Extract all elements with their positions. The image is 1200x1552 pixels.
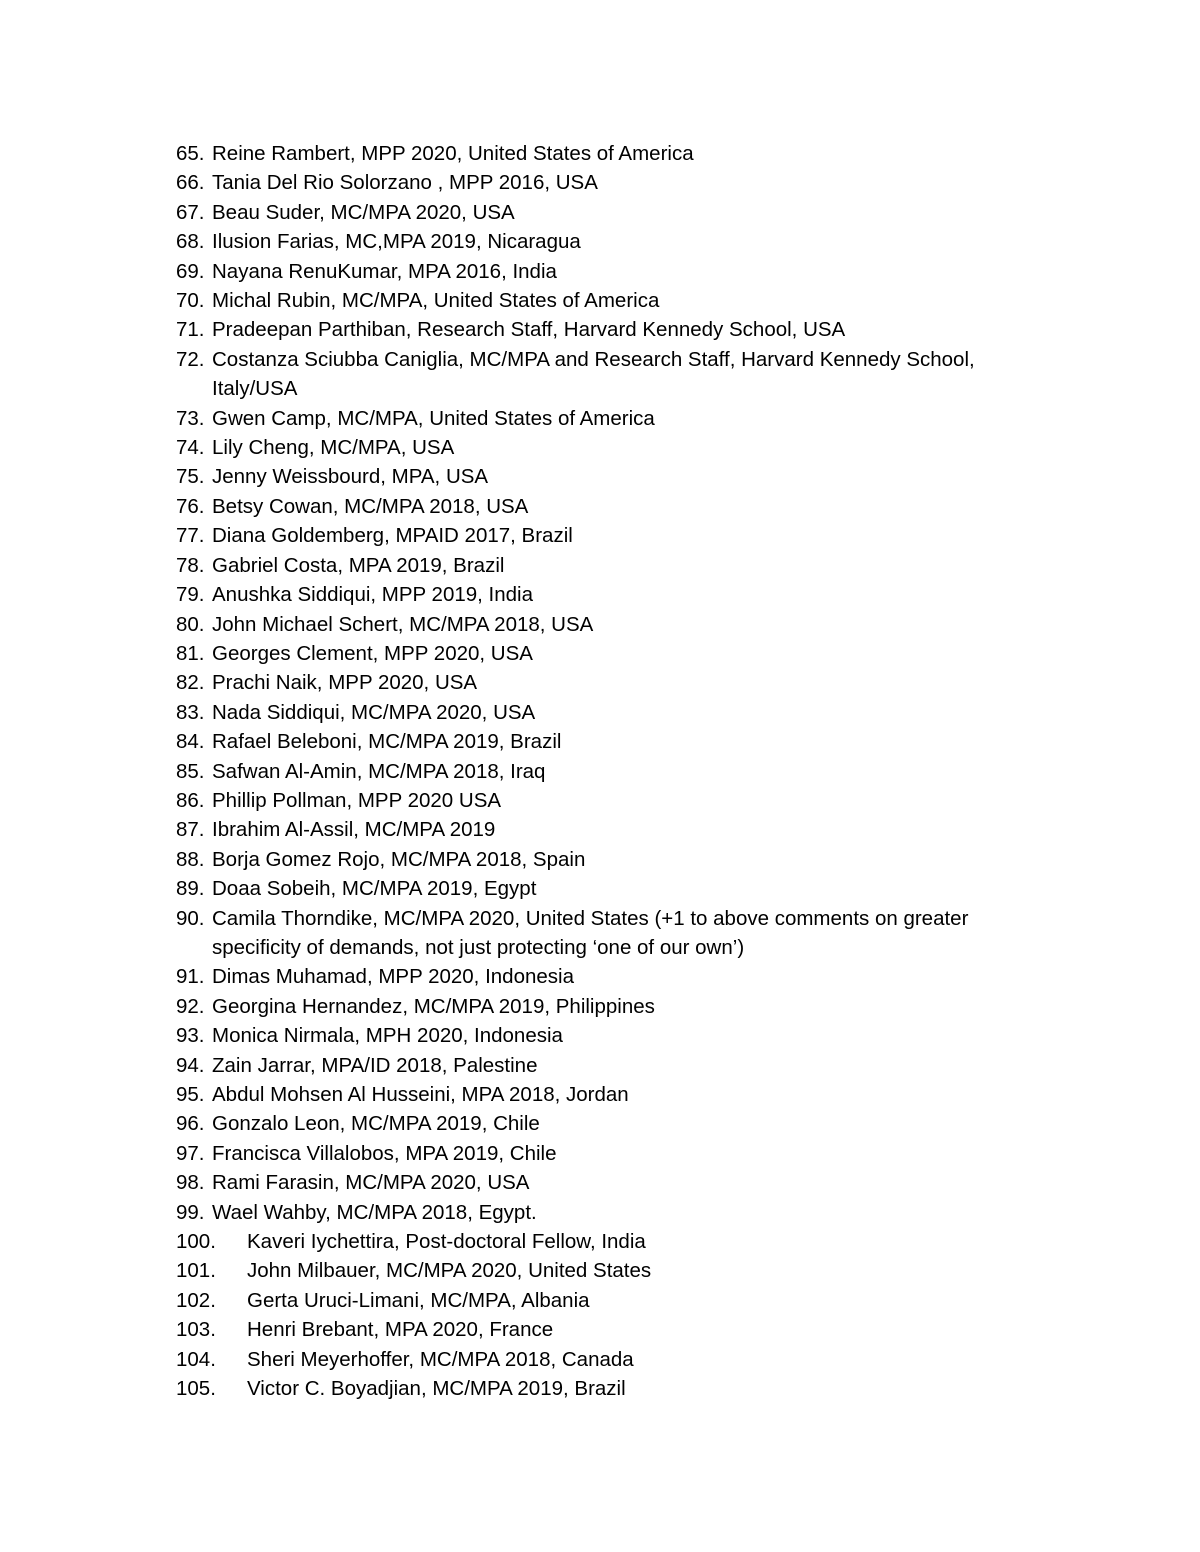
list-item bbox=[176, 845, 1036, 874]
item-text: Reine Rambert, MPP 2020, United States of America bbox=[212, 142, 694, 165]
list-item bbox=[176, 668, 1036, 697]
item-text: Georgina Hernandez, MC/MPA 2019, Philippines bbox=[212, 994, 655, 1018]
list-item bbox=[176, 227, 1036, 256]
list-item bbox=[176, 1080, 1036, 1109]
list-item bbox=[176, 786, 1036, 815]
item-text: Zain Jarrar, MPA/ID 2018, Palestine bbox=[212, 1053, 538, 1077]
item-text: Monica Nirmala, MPH 2020, Indonesia bbox=[212, 1024, 563, 1048]
item-number: 93. bbox=[176, 1024, 205, 1048]
item-text: Kaveri Iychettira, Post-doctoral Fellow, India bbox=[247, 1230, 646, 1254]
item-number: 69. bbox=[176, 259, 205, 283]
list-item bbox=[176, 168, 1036, 197]
item-number: 105. bbox=[176, 1377, 216, 1401]
item-number: 73. bbox=[176, 406, 205, 430]
item-text: Gabriel Costa, MPA 2019, Brazil bbox=[212, 553, 505, 577]
item-text: Nada Siddiqui, MC/MPA 2020, USA bbox=[212, 700, 536, 724]
item-number: 75. bbox=[176, 465, 205, 489]
item-text: Camila Thorndike, MC/MPA 2020, United States (+1 to above comments on greater specificity of demands, not just protecting ‘one of our own’) bbox=[212, 906, 969, 959]
item-number: 66. bbox=[176, 171, 205, 195]
item-text: Rafael Beleboni, MC/MPA 2019, Brazil bbox=[212, 730, 562, 754]
item-number: 89. bbox=[176, 877, 205, 901]
item-text: Gwen Camp, MC/MPA, United States of America bbox=[212, 406, 655, 430]
item-text: John Milbauer, MC/MPA 2020, United States bbox=[247, 1259, 652, 1283]
item-text: Borja Gomez Rojo, MC/MPA 2018, Spain bbox=[212, 847, 586, 871]
list-item bbox=[176, 286, 1036, 315]
list-item bbox=[176, 462, 1036, 491]
item-number: 67. bbox=[176, 200, 205, 224]
item-text: Francisca Villalobos, MPA 2019, Chile bbox=[212, 1141, 557, 1165]
item-text: Pradeepan Parthiban, Research Staff, Harvard Kennedy School, USA bbox=[212, 318, 846, 342]
signatory-list bbox=[176, 139, 1036, 1403]
list-item bbox=[176, 727, 1036, 756]
item-text: Rami Farasin, MC/MPA 2020, USA bbox=[212, 1171, 530, 1195]
item-number: 84. bbox=[176, 730, 205, 754]
item-text: Costanza Sciubba Caniglia, MC/MPA and Research Staff, Harvard Kennedy School, Italy/USA bbox=[212, 347, 975, 401]
list-item bbox=[176, 1021, 1036, 1050]
list-item bbox=[176, 1256, 1036, 1285]
item-number: 72. bbox=[176, 347, 205, 371]
item-text: Michal Rubin, MC/MPA, United States of America bbox=[212, 289, 660, 313]
list-item bbox=[176, 757, 1036, 786]
list-item bbox=[176, 1374, 1036, 1403]
item-number: 71. bbox=[176, 318, 205, 342]
list-item bbox=[176, 904, 1036, 963]
list-item bbox=[176, 610, 1036, 639]
list-item bbox=[176, 1315, 1036, 1344]
item-text: Tania Del Rio Solorzano , MPP 2016, USA bbox=[212, 171, 598, 195]
item-number: 83. bbox=[176, 700, 205, 724]
item-number: 103. bbox=[176, 1318, 216, 1342]
list-item bbox=[176, 1198, 1036, 1227]
item-number: 99. bbox=[176, 1200, 205, 1224]
item-number: 88. bbox=[176, 847, 205, 871]
list-item bbox=[176, 698, 1036, 727]
item-number: 87. bbox=[176, 818, 205, 842]
list-item bbox=[176, 580, 1036, 609]
item-number: 78. bbox=[176, 553, 205, 577]
item-number: 90. bbox=[176, 906, 205, 930]
list-item bbox=[176, 874, 1036, 903]
item-text: Doaa Sobeih, MC/MPA 2019, Egypt bbox=[212, 877, 537, 901]
item-number: 77. bbox=[176, 524, 205, 548]
list-item bbox=[176, 521, 1036, 550]
item-text: Prachi Naik, MPP 2020, USA bbox=[212, 671, 478, 695]
item-text: Dimas Muhamad, MPP 2020, Indonesia bbox=[212, 965, 574, 989]
item-number: 101. bbox=[176, 1259, 216, 1283]
item-number: 81. bbox=[176, 641, 205, 665]
item-number: 74. bbox=[176, 436, 205, 460]
item-number: 96. bbox=[176, 1112, 205, 1136]
item-number: 68. bbox=[176, 230, 205, 254]
item-number: 95. bbox=[176, 1083, 205, 1106]
item-number: 65. bbox=[176, 142, 205, 165]
list-item bbox=[176, 345, 1036, 404]
list-item bbox=[176, 492, 1036, 521]
item-number: 70. bbox=[176, 289, 205, 313]
list-item bbox=[176, 257, 1036, 286]
item-text: Betsy Cowan, MC/MPA 2018, USA bbox=[212, 494, 529, 518]
list-item bbox=[176, 1109, 1036, 1138]
item-number: 91. bbox=[176, 965, 205, 989]
item-number: 79. bbox=[176, 583, 205, 607]
item-number: 92. bbox=[176, 994, 205, 1018]
item-text: Abdul Mohsen Al Husseini, MPA 2018, Jordan bbox=[212, 1083, 629, 1106]
item-text: Nayana RenuKumar, MPA 2016, India bbox=[212, 259, 557, 283]
list-item bbox=[176, 1139, 1036, 1168]
list-item bbox=[176, 992, 1036, 1021]
item-number: 80. bbox=[176, 612, 205, 636]
item-text: John Michael Schert, MC/MPA 2018, USA bbox=[212, 612, 594, 636]
list-item bbox=[176, 404, 1036, 433]
item-text: Safwan Al-Amin, MC/MPA 2018, Iraq bbox=[212, 759, 546, 783]
list-item bbox=[176, 315, 1036, 344]
item-number: 100. bbox=[176, 1230, 216, 1254]
item-text: Jenny Weissbourd, MPA, USA bbox=[212, 465, 489, 489]
item-number: 85. bbox=[176, 759, 205, 783]
list-item bbox=[176, 962, 1036, 991]
list-item bbox=[176, 815, 1036, 844]
item-number: 104. bbox=[176, 1347, 216, 1371]
item-text: Anushka Siddiqui, MPP 2019, India bbox=[212, 583, 534, 607]
list-item bbox=[176, 1286, 1036, 1315]
item-number: 86. bbox=[176, 788, 205, 812]
item-number: 98. bbox=[176, 1171, 205, 1195]
list-item bbox=[176, 1168, 1036, 1197]
item-text: Gonzalo Leon, MC/MPA 2019, Chile bbox=[212, 1112, 540, 1136]
item-text: Phillip Pollman, MPP 2020 USA bbox=[212, 788, 502, 812]
list-item bbox=[176, 139, 1036, 168]
list-item bbox=[176, 1227, 1036, 1256]
item-text: Victor C. Boyadjian, MC/MPA 2019, Brazil bbox=[247, 1377, 626, 1401]
item-text: Sheri Meyerhoffer, MC/MPA 2018, Canada bbox=[247, 1347, 634, 1371]
list-item bbox=[176, 551, 1036, 580]
list-item bbox=[176, 639, 1036, 668]
item-number: 94. bbox=[176, 1053, 205, 1077]
item-text: Diana Goldemberg, MPAID 2017, Brazil bbox=[212, 524, 573, 548]
item-text: Ibrahim Al-Assil, MC/MPA 2019 bbox=[212, 818, 496, 842]
list-item bbox=[176, 1051, 1036, 1080]
item-text: Georges Clement, MPP 2020, USA bbox=[212, 641, 533, 665]
item-number: 102. bbox=[176, 1288, 216, 1312]
item-text: Gerta Uruci-Limani, MC/MPA, Albania bbox=[247, 1288, 590, 1312]
item-number: 76. bbox=[176, 494, 205, 518]
list-item bbox=[176, 198, 1036, 227]
item-text: Ilusion Farias, MC,MPA 2019, Nicaragua bbox=[212, 230, 581, 254]
list-item bbox=[176, 1345, 1036, 1374]
item-text: Wael Wahby, MC/MPA 2018, Egypt. bbox=[212, 1200, 537, 1224]
item-text: Beau Suder, MC/MPA 2020, USA bbox=[212, 200, 515, 224]
item-text: Lily Cheng, MC/MPA, USA bbox=[212, 436, 455, 460]
item-text: Henri Brebant, MPA 2020, France bbox=[247, 1318, 554, 1342]
item-number: 97. bbox=[176, 1141, 205, 1165]
list-item bbox=[176, 433, 1036, 462]
item-number: 82. bbox=[176, 671, 205, 695]
